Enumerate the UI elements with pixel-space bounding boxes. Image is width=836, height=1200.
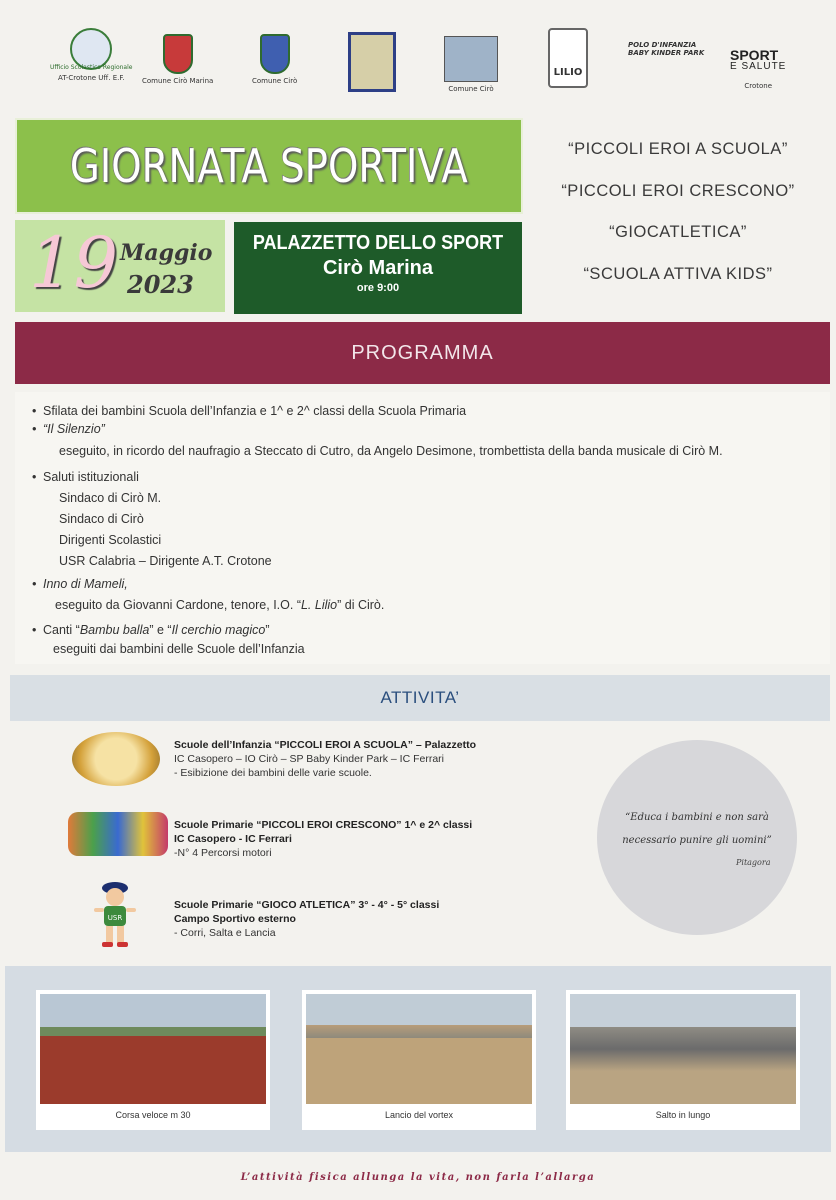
venue-city: Cirò Marina — [322, 257, 434, 279]
venue-name: PALAZZETTO DELLO SPORT — [252, 232, 504, 254]
canti-song-2: Il cerchio magico — [171, 623, 266, 637]
logo-lilio — [548, 28, 588, 88]
inno-desc-name: L. Lilio — [300, 598, 338, 612]
school-logo-icon — [444, 36, 498, 82]
crest-icon — [163, 34, 193, 74]
program-saluti-item: Dirigenti Scolastici — [59, 533, 162, 547]
project-item: “PICCOLI EROI CRESCONO” — [561, 181, 795, 200]
piccoli-eroi-emblem-icon — [72, 732, 160, 786]
photo-image — [306, 994, 532, 1104]
title-band — [15, 118, 523, 214]
program-saluti-item: Sindaco di Cirò M. — [59, 491, 162, 505]
photo-caption: Salto in lungo — [655, 1110, 711, 1120]
programma-list — [15, 392, 830, 664]
venue-box — [234, 222, 522, 314]
logo-usr — [50, 28, 132, 82]
comune-ciro-marina-caption: Comune Cirò Marina — [142, 77, 214, 85]
sport-e-salute-logo — [730, 48, 786, 72]
children-drawing-icon — [68, 812, 168, 856]
logo-comune-ciro — [252, 28, 297, 85]
project-item: “PICCOLI EROI A SCUOLA” — [568, 140, 788, 158]
activity-title: Scuole Primarie “GIOCO ATLETICA” 3° - 4° - 5° classi — [174, 899, 440, 911]
attivita-heading-bar — [10, 675, 830, 721]
activity-title: Scuole dell’Infanzia “PICCOLI EROI A SCUOLA” – Palazzetto — [174, 739, 477, 751]
activity-title: Scuole Primarie “PICCOLI EROI CRESCONO” 1^ e 2^ classi — [174, 819, 473, 831]
usr-logo-text: Ufficio Scolastico Regionale — [50, 64, 133, 71]
photo-caption: Corsa veloce m 30 — [115, 1110, 191, 1120]
date-year: 2023 — [127, 270, 194, 299]
sport-logo-text: SPORT — [730, 47, 779, 63]
program-saluti-title: • Saluti istituzionali — [43, 470, 139, 484]
program-canti — [43, 623, 270, 637]
program-silenzio-desc: eseguito, in ricordo del naufragio a Steccato di Cutro, da Angelo Desimone, trombettista della banda musicale di Cirò M. — [59, 444, 723, 458]
crest-icon — [260, 34, 290, 74]
activity-desc: - Corri, Salta e Lancia — [174, 927, 276, 940]
projects-list — [536, 140, 820, 306]
photo-corsa — [36, 990, 270, 1130]
canti-song-1: Bambu balla — [79, 623, 150, 637]
activity-schools: IC Casopero - IC Ferrari — [174, 833, 292, 846]
footer-motto: L’attività fisica allunga la vita, non farla l’allarga — [240, 1172, 596, 1183]
project-item: “GIOCATLETICA” — [609, 223, 747, 241]
logos-row — [40, 28, 820, 108]
book-logo-icon — [348, 32, 396, 92]
quote-author: Pitagora — [736, 858, 771, 867]
comune-ciro-school-caption: Comune Cirò — [448, 85, 494, 93]
programma-heading: PROGRAMMA — [351, 341, 494, 364]
canti-mid: ” e “ — [149, 623, 172, 637]
activity-item — [174, 818, 472, 861]
project-item: “SCUOLA ATTIVA KIDS” — [583, 264, 773, 283]
activity-item — [174, 738, 476, 781]
program-silenzio-title: • “Il Silenzio” — [43, 422, 105, 436]
venue-time: ore 9:00 — [356, 282, 400, 294]
programma-heading-bar — [15, 322, 830, 384]
logo-comune-ciro-school — [444, 36, 498, 93]
date-month: Maggio — [120, 240, 213, 266]
program-inno-desc — [55, 598, 384, 612]
program-inno-title: • Inno di Mameli, — [43, 577, 128, 591]
activity-location: Campo Sportivo esterno — [174, 913, 296, 926]
baby-kinder-park-logo-text: POLO D'INFANZIA BABY KINDER PARK — [628, 41, 705, 57]
program-saluti-item: Sindaco di Cirò — [59, 512, 144, 526]
canti-post: ” — [265, 623, 270, 637]
logo-istituto — [348, 32, 396, 92]
quote-text — [612, 806, 782, 852]
logo-baby-kinder-park — [628, 42, 708, 78]
activity-desc: -N° 4 Percorsi motori — [174, 847, 272, 860]
activity-item — [174, 898, 439, 941]
inno-desc-pre: eseguito da Giovanni Cardone, tenore, I.O. “ — [55, 598, 301, 612]
lilio-logo-icon: LILIO — [548, 28, 588, 88]
program-canti-desc: eseguiti dai bambini delle Scuole dell’Infanzia — [53, 642, 305, 656]
activity-desc: - Esibizione dei bambini delle varie scuole. — [174, 767, 372, 780]
logo-sport-e-salute — [730, 48, 786, 90]
attivita-heading: ATTIVITA’ — [380, 688, 460, 707]
date-box — [15, 220, 225, 312]
mascot-icon — [90, 880, 140, 950]
photo-image — [40, 994, 266, 1104]
sport-logo-sub: E SALUTE — [730, 61, 787, 72]
logo-comune-ciro-marina — [142, 28, 213, 85]
mascot-svg — [90, 880, 140, 950]
comune-ciro-caption: Comune Cirò — [252, 77, 298, 85]
usr-caption: AT-Crotone Uff. E.F. — [58, 74, 125, 82]
activity-schools: IC Casopero – IO Cirò – SP Baby Kinder Park – IC Ferrari — [174, 753, 444, 766]
mascot-label: USR — [107, 914, 123, 922]
sport-e-salute-caption: Crotone — [744, 82, 773, 90]
photo-salto — [566, 990, 800, 1130]
photo-caption: Lancio del vortex — [384, 1110, 454, 1120]
page-title: GIORNATA SPORTIVA — [70, 139, 468, 193]
program-saluti-item: USR Calabria – Dirigente A.T. Crotone — [59, 554, 272, 568]
quote-line: necessario punire gli uomini” — [622, 835, 772, 846]
date-day: 19 — [29, 222, 119, 304]
quote-line: “Educa i bambini e non sarà — [625, 812, 769, 823]
program-sfilata: • Sfilata dei bambini Scuola dell’Infanzia e 1^ e 2^ classi della Scuola Primaria — [43, 404, 466, 418]
photo-lancio — [302, 990, 536, 1130]
canti-pre: Canti “ — [43, 623, 80, 637]
photo-image — [570, 994, 796, 1104]
inno-desc-post: ” di Cirò. — [337, 598, 385, 612]
